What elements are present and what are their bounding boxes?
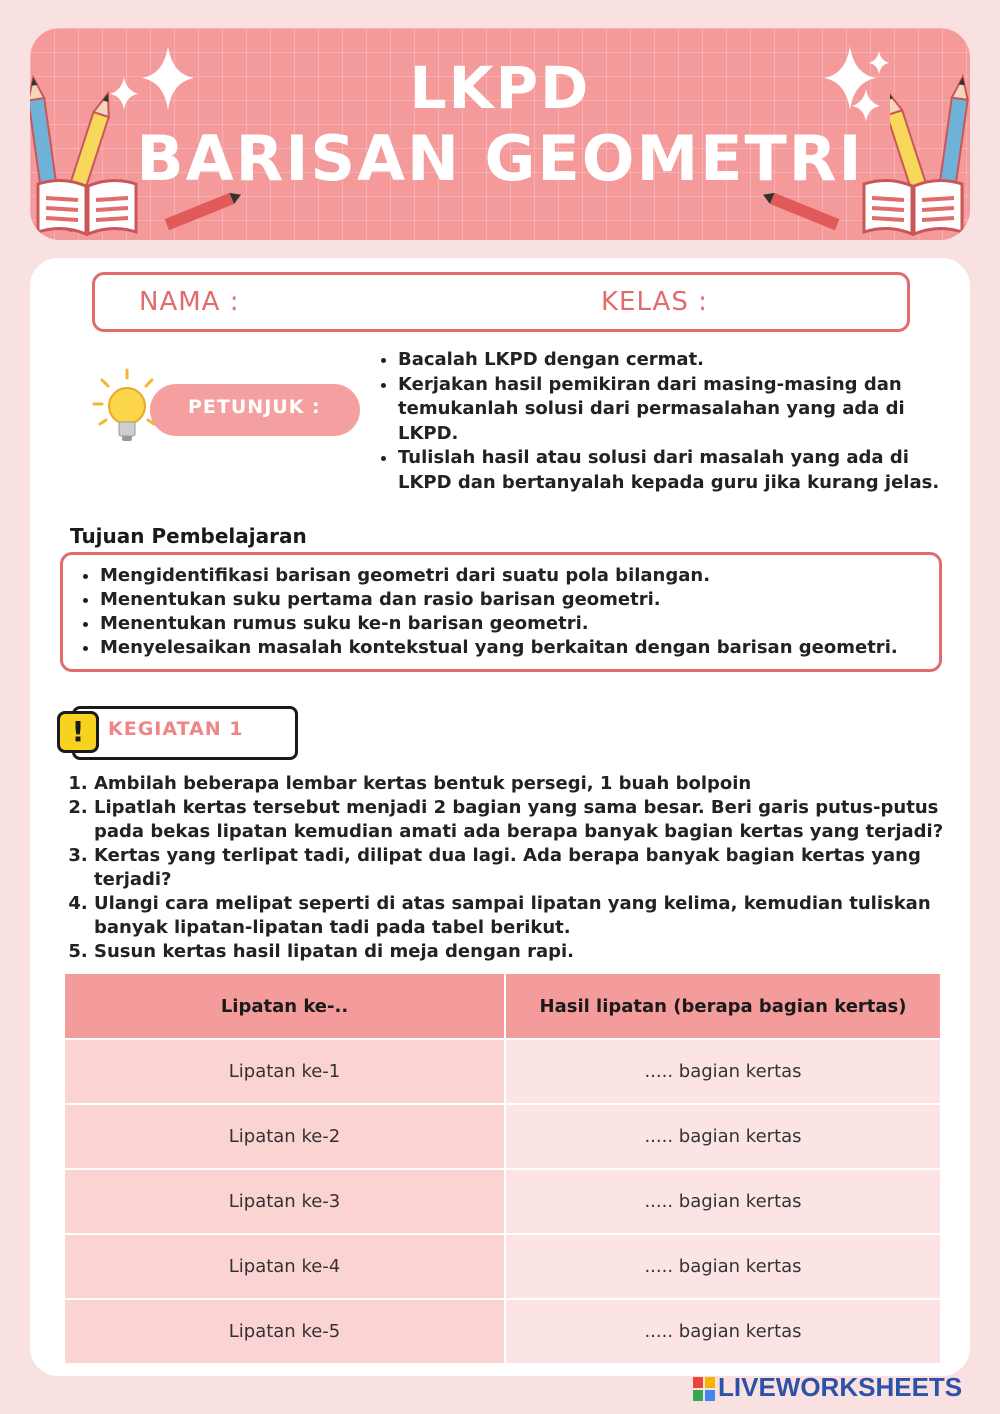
table-cell: Lipatan ke-2 (65, 1104, 505, 1169)
list-item: 5. Susun kertas hasil lipatan di meja dengan rapi. (94, 940, 944, 964)
page-title-line2: BARISAN GEOMETRI (136, 122, 864, 195)
table-header-row (65, 974, 941, 1039)
brand-name[interactable]: LIVEWORKSHEETS (718, 1372, 963, 1402)
list-item: • Kerjakan hasil pemikiran dari masing-masing dan temukanlah solusi dari permasalahan yang ada di LKPD. (398, 373, 958, 447)
list-item: • Menentukan rumus suku ke-n barisan geometri. (100, 612, 950, 636)
table-cell: Lipatan ke-5 (65, 1299, 505, 1363)
answer-cell[interactable]: ..... bagian kertas (505, 1299, 941, 1363)
warning-icon: ! (57, 711, 99, 753)
class-label: KELAS : (601, 287, 708, 317)
list-item: 4. Ulangi cara melipat seperti di atas sampai lipatan yang kelima, kemudian tuliskan banyak lipatan-lipatan tadi pada tabel berikut. (94, 892, 944, 940)
table-row (65, 1039, 941, 1104)
table-cell: Lipatan ke-1 (65, 1039, 505, 1104)
answer-cell[interactable]: ..... bagian kertas (505, 1169, 941, 1234)
table-row (65, 1104, 941, 1169)
activity-steps (72, 772, 944, 964)
list-item: • Mengidentifikasi barisan geometri dari suatu pola bilangan. (100, 564, 950, 588)
identity-box[interactable] (92, 272, 910, 332)
liveworksheets-logo-icon (693, 1377, 715, 1401)
goals-list (80, 564, 950, 660)
goals-heading: Tujuan Pembelajaran (70, 524, 307, 548)
table-row (65, 1299, 941, 1363)
activity-label: KEGIATAN 1 (108, 718, 244, 740)
table-cell: Lipatan ke-3 (65, 1169, 505, 1234)
answer-cell[interactable]: ..... bagian kertas (505, 1104, 941, 1169)
answer-cell[interactable]: ..... bagian kertas (505, 1234, 941, 1299)
list-item: • Tulislah hasil atau solusi dari masalah yang ada di LKPD dan bertanyalah kepada guru jika kurang jelas. (398, 446, 958, 495)
fold-table (65, 974, 942, 1363)
list-item: • Bacalah LKPD dengan cermat. (398, 348, 958, 373)
list-item: 2. Lipatlah kertas tersebut menjadi 2 bagian yang sama besar. Beri garis putus-putus pada bekas lipatan kemudian amati ada berapa banyak bagian kertas yang terjadi? (94, 796, 944, 844)
list-item: • Menyelesaikan masalah kontekstual yang berkaitan dengan barisan geometri. (100, 636, 950, 660)
table-row (65, 1234, 941, 1299)
instructions-list (378, 348, 958, 495)
header-banner (30, 28, 970, 240)
name-label: NAMA : (139, 287, 240, 317)
table-cell: Lipatan ke-4 (65, 1234, 505, 1299)
answer-cell[interactable]: ..... bagian kertas (505, 1039, 941, 1104)
table-row (65, 1169, 941, 1234)
list-item: 1. Ambilah beberapa lembar kertas bentuk persegi, 1 buah bolpoin (94, 772, 944, 796)
page-title-line1: LKPD (409, 54, 591, 122)
table-header: Lipatan ke-.. (65, 974, 505, 1039)
table-header: Hasil lipatan (berapa bagian kertas) (505, 974, 941, 1039)
list-item: • Menentukan suku pertama dan rasio barisan geometri. (100, 588, 950, 612)
instructions-label: PETUNJUK : (188, 396, 321, 418)
list-item: 3. Kertas yang terlipat tadi, dilipat dua lagi. Ada berapa banyak bagian kertas yang terjadi? (94, 844, 944, 892)
